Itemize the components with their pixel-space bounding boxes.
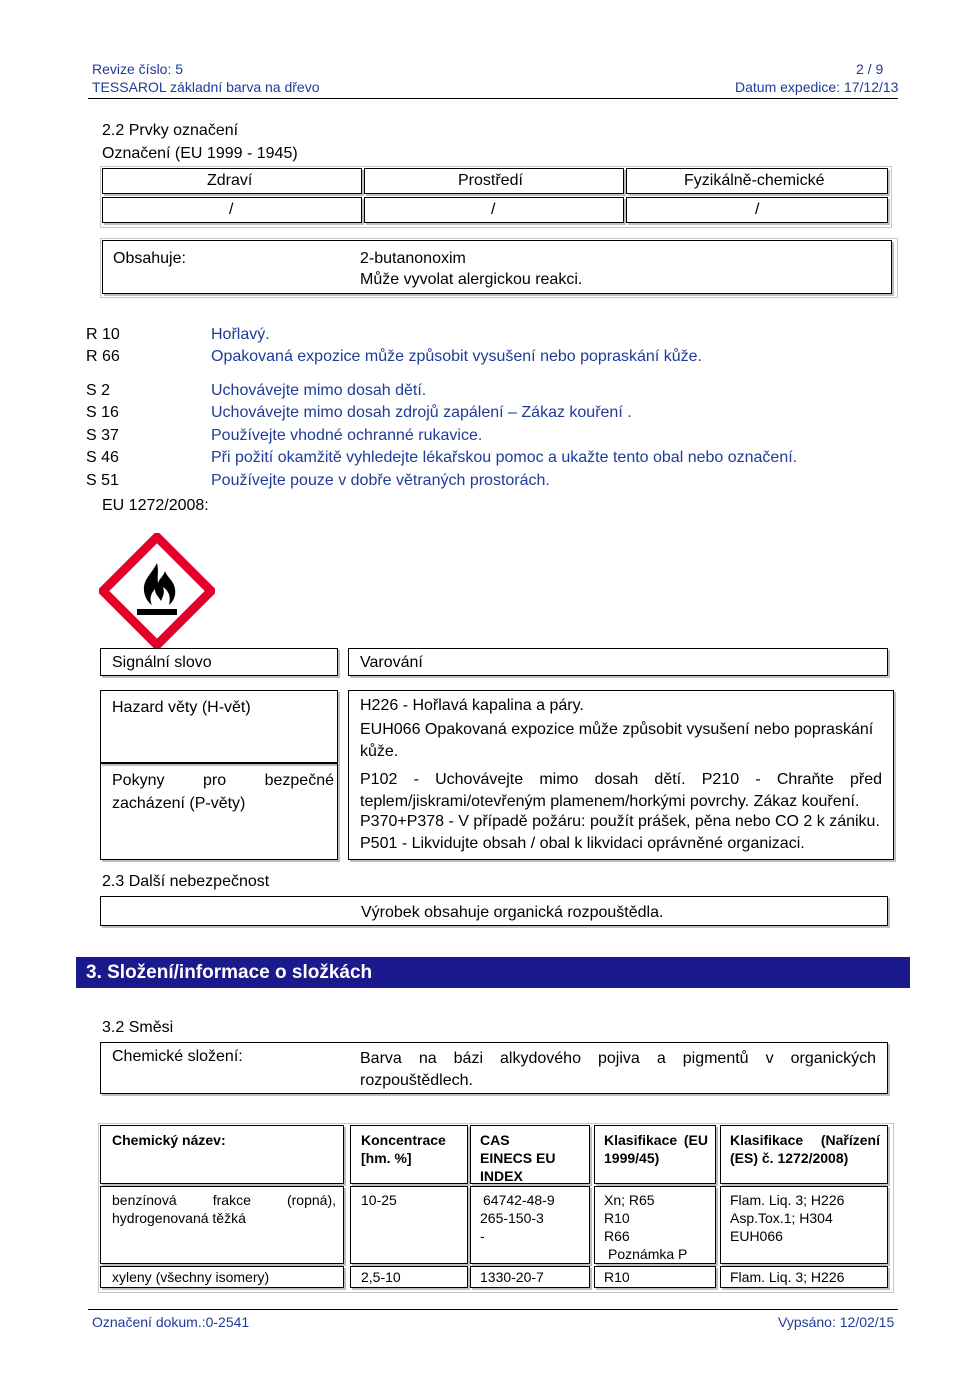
th-name: [100, 1125, 344, 1184]
col-physchem-label: Fyzikálně-chemické: [684, 172, 825, 189]
labeling-subheading: Označení (EU 1999 - 1945): [102, 145, 298, 162]
col-physchem: [626, 168, 888, 194]
r-text: Opakovaná expozice může způsobit vysušení nebo popraskání kůže.: [211, 348, 702, 365]
table-row: [100, 1186, 344, 1264]
th-cas-text: CAS EINECS EU INDEX: [480, 1132, 556, 1184]
row1-c2: Asp.Tox.1; H304: [730, 1210, 833, 1226]
signal-word-label-box: [100, 648, 338, 676]
s-text: Uchovávejte mimo dosah zdrojů zapálení – Zákaz kouření .: [211, 404, 632, 421]
val-health-text: /: [229, 201, 234, 218]
r-code: R 66: [86, 348, 120, 365]
s-text: Uchovávejte mimo dosah dětí.: [211, 382, 427, 399]
section-2-2-heading: 2.2 Prvky označení: [102, 122, 239, 139]
th-conc-text: Koncentrace [hm. %]: [361, 1132, 446, 1166]
row2-cas-cell: [470, 1266, 590, 1288]
row2-conc: 2,5-10: [361, 1269, 401, 1285]
row1-index: -: [480, 1228, 485, 1244]
signal-word-label: Signální slovo: [112, 654, 212, 671]
val-environment: [364, 197, 624, 223]
col-health: [102, 168, 362, 194]
row1-c3: EUH066: [730, 1228, 783, 1244]
other-hazards-box: [100, 896, 888, 926]
s-code: S 16: [86, 404, 119, 421]
r-code: R 10: [86, 326, 120, 343]
s-text: Používejte vhodné ochranné rukavice.: [211, 427, 483, 444]
th-class-clp: [720, 1125, 888, 1184]
footer-document-id: Označení dokum.:0-2541: [92, 1314, 250, 1330]
statements-box: [348, 690, 894, 860]
row2-name: xyleny (všechny isomery): [112, 1269, 270, 1285]
contains-substance: 2-butanonoxim: [360, 250, 466, 267]
p501-statement: P501 - Likvidujte obsah / obal k likvidaci oprávněné organizaci.: [360, 835, 805, 852]
chemical-composition-box: [100, 1042, 888, 1094]
euh066-statement: EUH066 Opakovaná expozice může způsobit vysušení nebo popraskání kůže.: [360, 721, 874, 760]
s-text: Používejte pouze v dobře větraných prostorách.: [211, 472, 550, 489]
footer-written-date: Vypsáno: 12/02/15: [778, 1314, 895, 1330]
val-physchem: [626, 197, 888, 223]
hazard-label-box: [100, 690, 338, 764]
precaution-label: Pokyny pro bezpečné zacházení (P-věty): [112, 772, 334, 812]
section-2-3-heading: 2.3 Další nebezpečnost: [102, 873, 270, 890]
s-code: S 46: [86, 449, 119, 466]
revision-number: Revize číslo: 5: [92, 61, 184, 77]
row1-k4: Poznámka P: [608, 1246, 688, 1262]
row2-conc-cell: [350, 1266, 468, 1288]
row2-k1: R10: [604, 1269, 630, 1285]
table-row: [100, 1266, 344, 1288]
precaution-label-box: [100, 762, 338, 860]
flame-ghs02-icon: [99, 533, 215, 649]
row1-conc: 10-25: [361, 1192, 397, 1208]
row2-c1: Flam. Liq. 3; H226: [730, 1269, 845, 1285]
row1-k1: Xn; R65: [604, 1192, 655, 1208]
s-text: Při požití okamžitě vyhledejte lékařskou pomoc a ukažte tento obal nebo označení.: [211, 449, 798, 466]
val-environment-text: /: [491, 201, 496, 218]
th-class-clp-text: Klasifikace (Nařízení (ES) č. 1272/2008): [730, 1132, 880, 1166]
section-3-heading: 3. Složení/informace o složkách: [86, 962, 373, 983]
col-health-label: Zdraví: [207, 172, 253, 189]
footer-divider: [88, 1309, 898, 1310]
r-text: Hořlavý.: [211, 326, 270, 343]
p370-statement: P370+P378 - V případě požáru: použít prášek, pěna nebo CO 2 k zániku.: [360, 813, 880, 830]
col-environment-label: Prostředí: [458, 172, 523, 189]
col-environment: [364, 168, 624, 194]
s-code: S 2: [86, 382, 111, 399]
section-3-2-heading: 3.2 Směsi: [102, 1019, 174, 1036]
hazard-label: Hazard věty (H-vět): [112, 699, 251, 716]
th-cas: [470, 1125, 590, 1184]
th-class-eu: [594, 1125, 716, 1184]
page-number: 2 / 9: [856, 61, 884, 77]
signal-word-value: Varování: [360, 654, 423, 671]
signal-word-value-box: [348, 648, 888, 676]
row2-class-eu-cell: [594, 1266, 716, 1288]
th-class-eu-text: Klasifikace (EU 1999/45): [604, 1132, 708, 1166]
row1-name: benzínová frakce (ropná), hydrogenovaná těžká: [112, 1192, 336, 1226]
h226-statement: H226 - Hořlavá kapalina a páry.: [360, 697, 584, 714]
th-conc: [350, 1125, 468, 1184]
issue-date: Datum expedice: 17/12/13: [735, 79, 899, 95]
chemical-composition-text: Barva na bázi alkydového pojiva a pigmentů v organických rozpouštědlech.: [360, 1050, 876, 1089]
contains-note: Může vyvolat alergickou reakci.: [360, 271, 583, 288]
chemical-composition-label: Chemické složení:: [112, 1048, 243, 1065]
row1-einecs: 265-150-3: [480, 1210, 544, 1226]
val-health: [102, 197, 362, 223]
p102-statement: P102 - Uchovávejte mimo dosah dětí. P210 - Chraňte před teplem/jiskrami/otevřeným plamenem/horkými povrchy. Zákaz kouření.: [360, 771, 882, 810]
row2-cas: 1330-20-7: [480, 1269, 544, 1285]
row1-class-clp-cell: [720, 1186, 888, 1264]
eu-regulation-label: EU 1272/2008:: [102, 497, 209, 514]
row1-conc-cell: [350, 1186, 468, 1264]
row2-class-clp-cell: [720, 1266, 888, 1288]
section-3-banner: [76, 957, 910, 988]
row1-cas: 64742-48-9: [483, 1192, 555, 1208]
header-divider: [88, 98, 898, 99]
row1-k2: R10: [604, 1210, 630, 1226]
contains-label: Obsahuje:: [113, 250, 186, 267]
row1-class-eu-cell: [594, 1186, 716, 1264]
row1-k3: R66: [604, 1228, 630, 1244]
val-physchem-text: /: [755, 201, 760, 218]
product-name: TESSAROL základní barva na dřevo: [92, 79, 320, 95]
th-name-text: Chemický název:: [112, 1132, 226, 1148]
s-code: S 51: [86, 472, 119, 489]
contains-box: [102, 240, 892, 294]
row1-c1: Flam. Liq. 3; H226: [730, 1192, 845, 1208]
s-code: S 37: [86, 427, 119, 444]
other-hazards-text: Výrobek obsahuje organická rozpouštědla.: [361, 904, 664, 921]
row1-cas-cell: [470, 1186, 590, 1264]
